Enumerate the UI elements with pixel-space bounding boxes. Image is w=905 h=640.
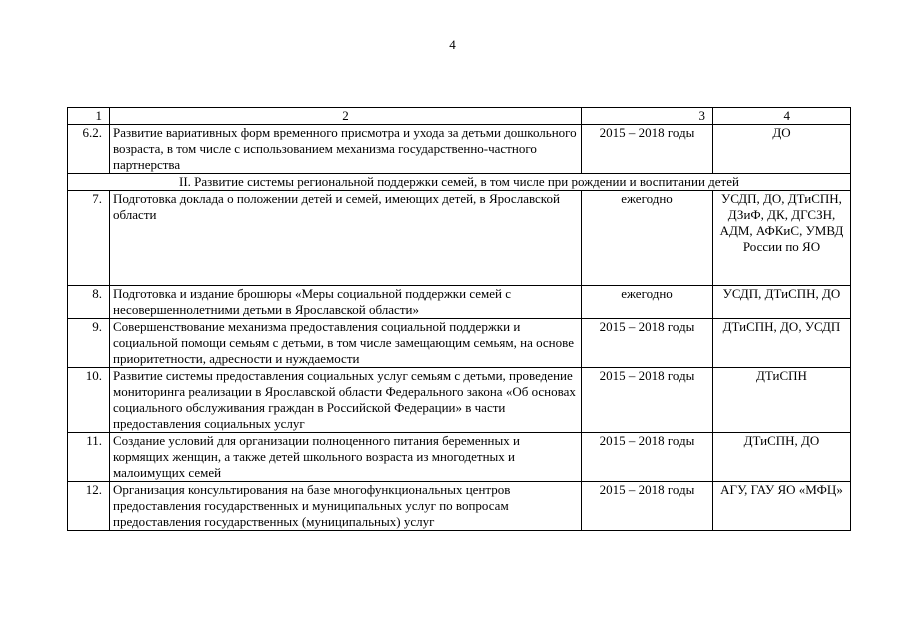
- row-executor: ДТиСПН, ДО, УСДП: [713, 319, 851, 368]
- table-row: [68, 125, 851, 174]
- row-term: 2015 – 2018 годы: [582, 433, 713, 482]
- row-executor: ДТиСПН: [713, 368, 851, 433]
- table-row: [68, 319, 851, 368]
- row-term: ежегодно: [582, 191, 713, 286]
- page-number: 4: [449, 37, 456, 52]
- row-measure: Развитие вариативных форм временного присмотра и ухода за детьми дошкольного возраста, в том числе с использованием механизма государственно-частного партнерства: [110, 125, 582, 174]
- table-row: [68, 191, 851, 286]
- row-number: 11.: [68, 433, 110, 482]
- row-executor: АГУ, ГАУ ЯО «МФЦ»: [713, 482, 851, 531]
- row-measure: Подготовка доклада о положении детей и семей, имеющих детей, в Ярославской области: [110, 191, 582, 286]
- row-measure: Совершенствование механизма предоставления социальной поддержки и социальной помощи семьям с детьми, в том числе замещающим семьям, на основе приоритетности, адресности и нуждаемости: [110, 319, 582, 368]
- header-col-2: 2: [110, 108, 582, 125]
- row-number: 10.: [68, 368, 110, 433]
- row-number: 8.: [68, 286, 110, 319]
- section-row: [68, 174, 851, 191]
- table-row: [68, 433, 851, 482]
- row-executor: УСДП, ДО, ДТиСПН, ДЗиФ, ДК, ДГСЗН, АДМ, АФКиС, УМВД России по ЯО: [713, 191, 851, 286]
- measures-table: [67, 107, 851, 531]
- row-measure: Создание условий для организации полноценного питания беременных и кормящих женщин, а также детей школьного возраста из многодетных и малоимущих семей: [110, 433, 582, 482]
- header-col-3: 3: [582, 108, 713, 125]
- row-number: 6.2.: [68, 125, 110, 174]
- row-number: 7.: [68, 191, 110, 286]
- row-term: 2015 – 2018 годы: [582, 319, 713, 368]
- table-row: [68, 368, 851, 433]
- section-title: II. Развитие системы региональной поддержки семей, в том числе при рождении и воспитании детей: [68, 174, 851, 191]
- row-executor: УСДП, ДТиСПН, ДО: [713, 286, 851, 319]
- row-number: 12.: [68, 482, 110, 531]
- row-executor: ДО: [713, 125, 851, 174]
- header-col-1: 1: [68, 108, 110, 125]
- row-executor: ДТиСПН, ДО: [713, 433, 851, 482]
- row-measure: Организация консультирования на базе многофункциональных центров предоставления государственных и муниципальных услуг по вопросам предоставления государственных (муниципальных) услуг: [110, 482, 582, 531]
- row-measure: Развитие системы предоставления социальных услуг семьям с детьми, проведение мониторинга реализации в Ярославской области Федерального закона «Об основах социального обслуживания граждан в Российской Федерации» в части предоставления социальных услуг: [110, 368, 582, 433]
- table-row: [68, 286, 851, 319]
- header-row: [68, 108, 851, 125]
- row-number: 9.: [68, 319, 110, 368]
- header-col-4: 4: [713, 108, 851, 125]
- row-term: 2015 – 2018 годы: [582, 125, 713, 174]
- row-measure: Подготовка и издание брошюры «Меры социальной поддержки семей с несовершеннолетними детьми в Ярославской области»: [110, 286, 582, 319]
- row-term: 2015 – 2018 годы: [582, 368, 713, 433]
- row-term: 2015 – 2018 годы: [582, 482, 713, 531]
- row-term: ежегодно: [582, 286, 713, 319]
- table-row: [68, 482, 851, 531]
